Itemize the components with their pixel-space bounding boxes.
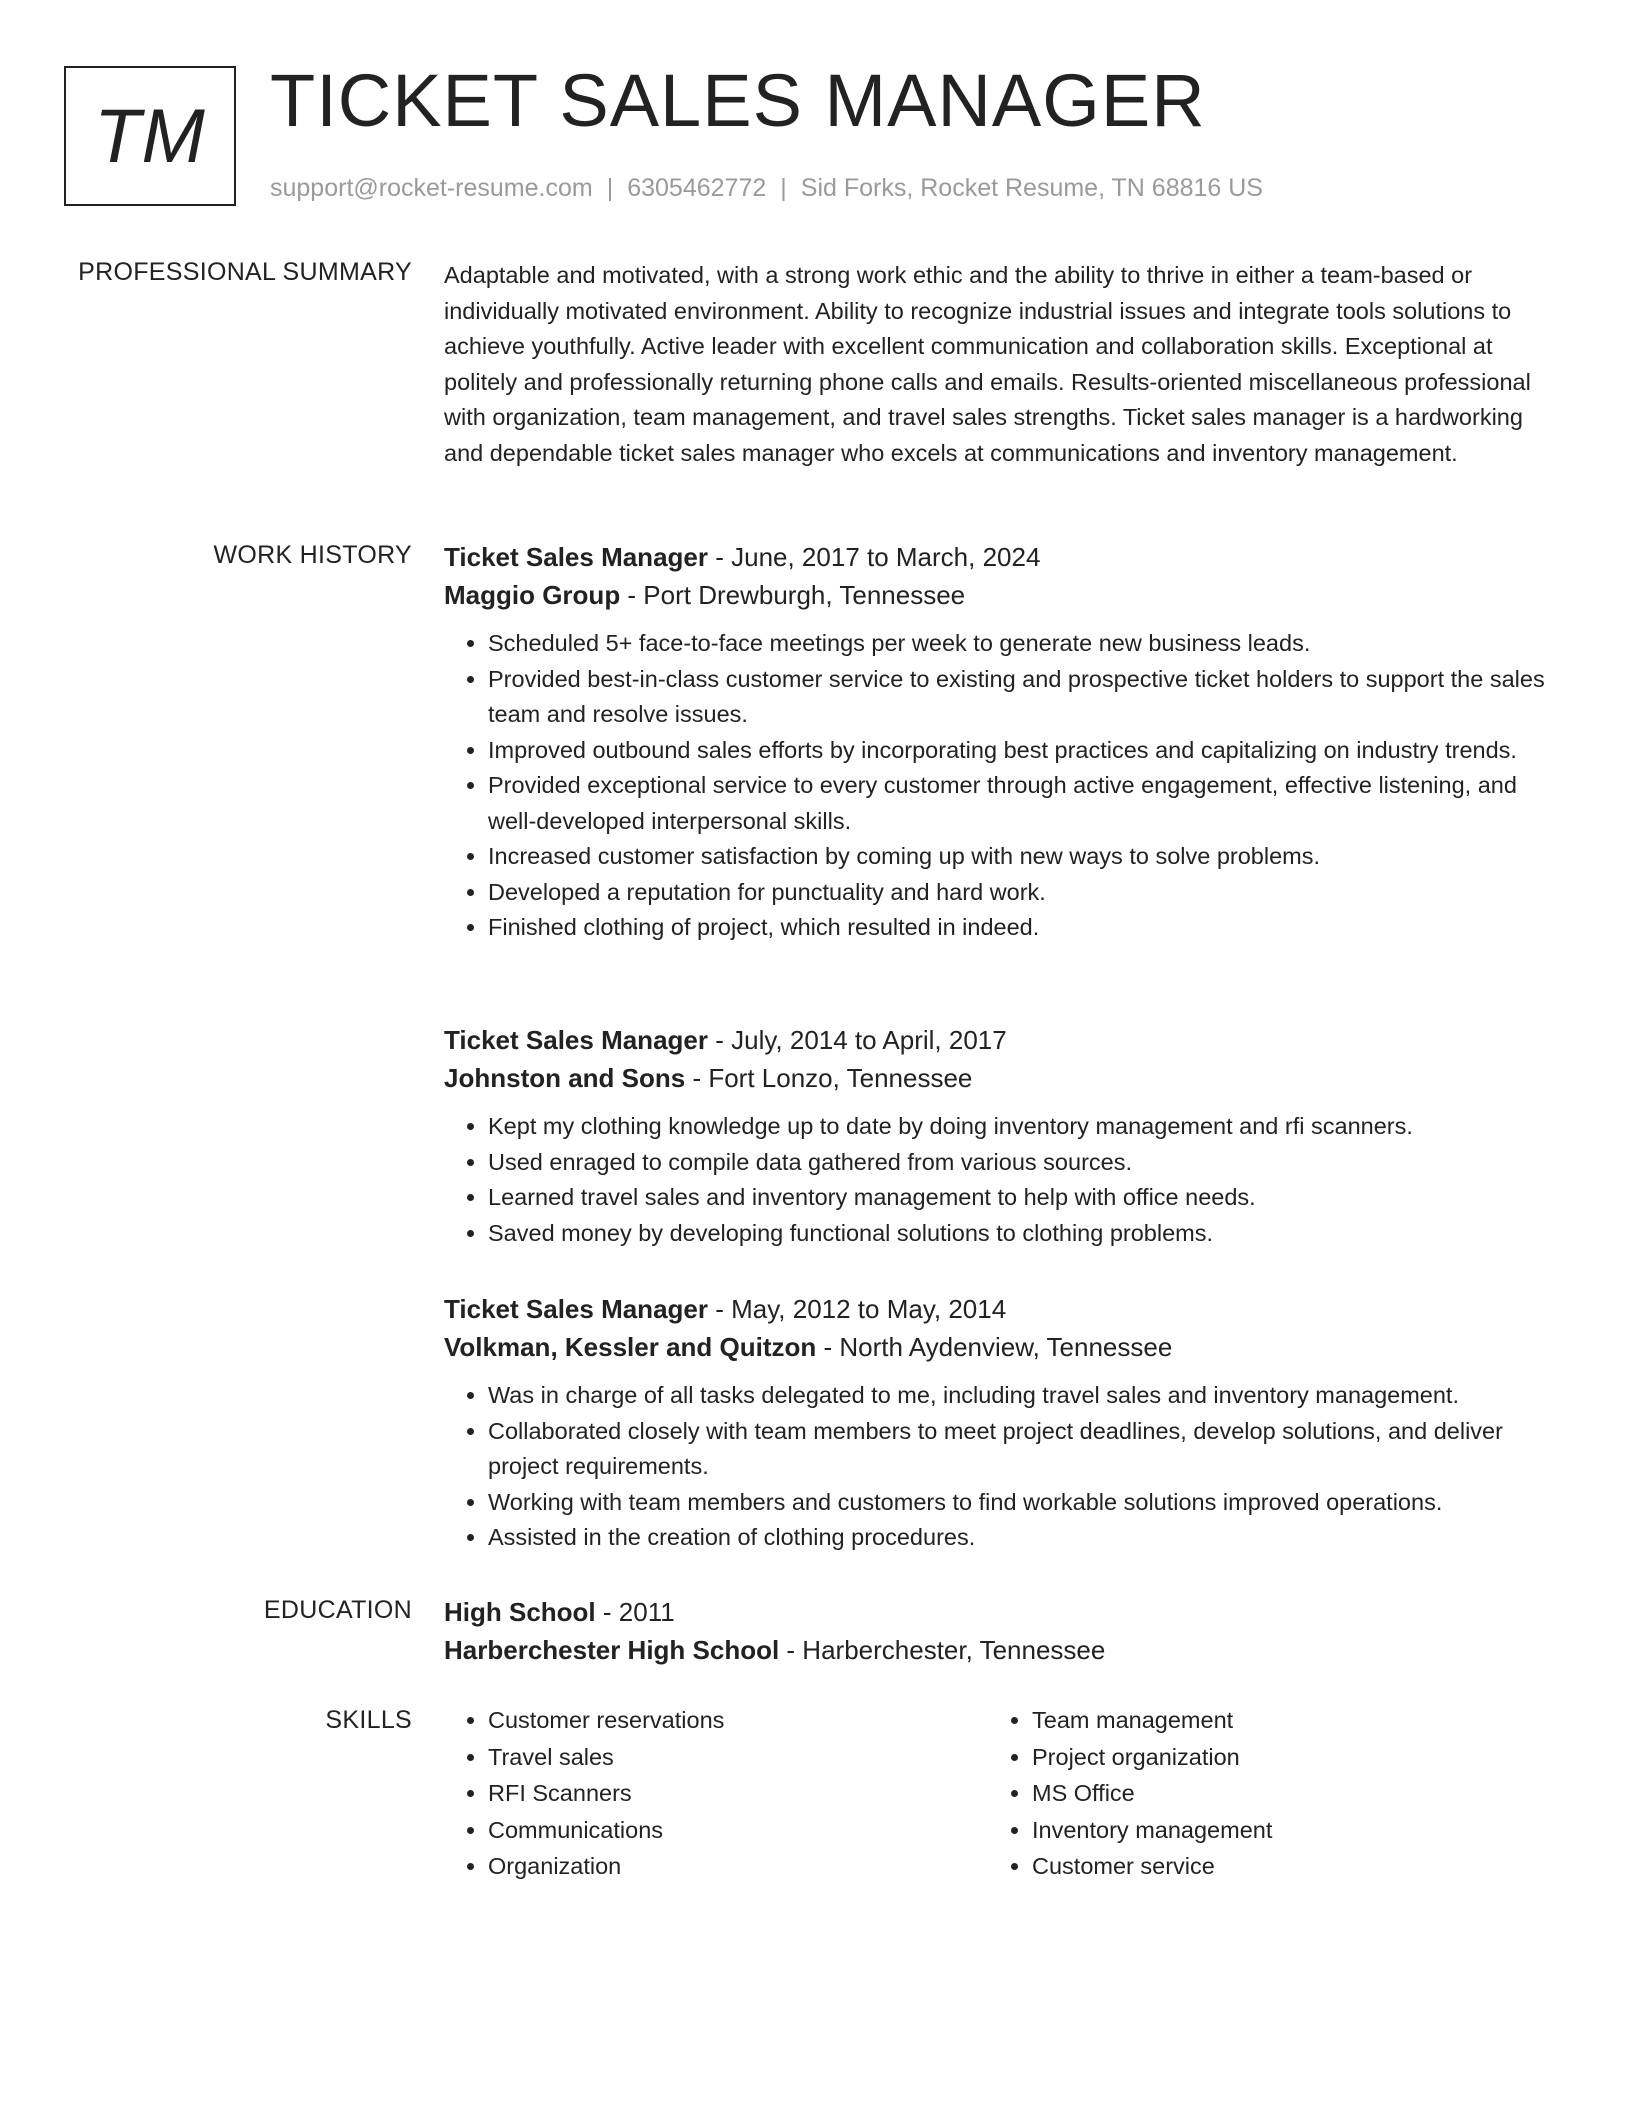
list-item: • Developed a reputation for punctuality and hard work. [488, 875, 1554, 911]
contact-email: support@rocket-resume.com [270, 174, 593, 202]
list-item: • Scheduled 5+ face-to-face meetings per week to generate new business leads. [488, 626, 1554, 662]
job-bullets [444, 1109, 1554, 1251]
job-title: Ticket Sales Manager [444, 1294, 708, 1324]
list-item: • Inventory management [1032, 1812, 1532, 1849]
education-entry [444, 1593, 1554, 1669]
contact-line [270, 174, 1263, 203]
education-degree-line [444, 1593, 1554, 1631]
job-bullets [444, 626, 1554, 946]
list-item: • Team management [1032, 1702, 1532, 1739]
list-item: • Used enraged to compile data gathered from various sources. [488, 1145, 1554, 1181]
job-dates: - May, 2012 to May, 2014 [708, 1294, 1007, 1324]
education-degree: High School [444, 1597, 596, 1627]
list-item: • Improved outbound sales efforts by incorporating best practices and capitalizing on industry trends. [488, 733, 1554, 769]
list-item: • Increased customer satisfaction by coming up with new ways to solve problems. [488, 839, 1554, 875]
skills-heading: SKILLS [325, 1706, 412, 1734]
job-dates: - July, 2014 to April, 2017 [708, 1025, 1007, 1055]
list-item: • Organization [488, 1848, 988, 1885]
list-item: • Travel sales [488, 1739, 988, 1776]
skills-column-left [444, 1702, 988, 1885]
list-item: • Collaborated closely with team members to meet project deadlines, develop solutions, and deliver project requirements. [488, 1414, 1554, 1485]
list-item: • Working with team members and customers to find workable solutions improved operations. [488, 1485, 1554, 1521]
job-entry [444, 1290, 1554, 1556]
skills-column-right [988, 1702, 1532, 1885]
candidate-name: TICKET SALES MANAGER [270, 59, 1206, 142]
list-item: • Learned travel sales and inventory management to help with office needs. [488, 1180, 1554, 1216]
job-company: Maggio Group [444, 580, 621, 610]
education-location: - Harberchester, Tennessee [779, 1635, 1106, 1665]
summary-text: Adaptable and motivated, with a strong work ethic and the ability to thrive in either a team-based or individually motivated environment. Ability to recognize industrial issues and integrate tools solutions to achieve youthfully. Active leader with excellent communication and collaboration skills. Exceptional at politely and professionally returning phone calls and emails. Results-oriented miscellaneous professional with organization, team management, and travel sales strengths. Ticket sales manager is a hardworking and dependable ticket sales manager who excels at communications and inventory management. [444, 262, 1531, 466]
skills-grid [444, 1702, 1554, 1885]
monogram-box [64, 66, 236, 206]
list-item: • MS Office [1032, 1775, 1532, 1812]
work-history-heading: WORK HISTORY [213, 541, 412, 569]
job-title-line [444, 538, 1554, 576]
list-item: • Customer service [1032, 1848, 1532, 1885]
job-dates: - June, 2017 to March, 2024 [708, 542, 1041, 572]
contact-address: Sid Forks, Rocket Resume, TN 68816 US [800, 174, 1263, 202]
education-heading: EDUCATION [263, 1596, 412, 1624]
job-company: Johnston and Sons [444, 1063, 686, 1093]
list-item: • Customer reservations [488, 1702, 988, 1739]
education-school-line [444, 1631, 1554, 1669]
list-item: • Communications [488, 1812, 988, 1849]
job-entry [444, 1021, 1554, 1251]
job-location: - Port Drewburgh, Tennessee [620, 580, 966, 610]
job-entry [444, 538, 1554, 946]
job-company-line [444, 1328, 1554, 1366]
list-item: • Provided exceptional service to every customer through active engagement, effective listening, and well-developed interpersonal skills. [488, 768, 1554, 839]
job-bullets [444, 1378, 1554, 1556]
monogram-initials: TM [94, 93, 206, 179]
job-company-line [444, 576, 1554, 614]
job-location: - Fort Lonzo, Tennessee [685, 1063, 973, 1093]
list-item: • Finished clothing of project, which resulted in indeed. [488, 910, 1554, 946]
contact-separator: | [606, 174, 614, 202]
contact-separator: | [780, 174, 787, 202]
job-company-line [444, 1059, 1554, 1097]
summary-heading: PROFESSIONAL SUMMARY [78, 258, 412, 286]
job-title-line [444, 1021, 1554, 1059]
education-year: - 2011 [595, 1597, 675, 1627]
list-item: • Provided best-in-class customer service to existing and prospective ticket holders to support the sales team and resolve issues. [488, 662, 1554, 733]
job-location: - North Aydenview, Tennessee [816, 1332, 1173, 1362]
job-title: Ticket Sales Manager [444, 542, 708, 572]
list-item: • Saved money by developing functional solutions to clothing problems. [488, 1216, 1554, 1252]
list-item: • Assisted in the creation of clothing procedures. [488, 1520, 1554, 1556]
job-title: Ticket Sales Manager [444, 1025, 708, 1055]
job-title-line [444, 1290, 1554, 1328]
list-item: • RFI Scanners [488, 1775, 988, 1812]
education-school: Harberchester High School [444, 1635, 780, 1665]
contact-phone: 6305462772 [627, 174, 767, 202]
list-item: • Project organization [1032, 1739, 1532, 1776]
list-item: • Kept my clothing knowledge up to date by doing inventory management and rfi scanners. [488, 1109, 1554, 1145]
list-item: • Was in charge of all tasks delegated to me, including travel sales and inventory management. [488, 1378, 1554, 1414]
job-company: Volkman, Kessler and Quitzon [444, 1332, 817, 1362]
